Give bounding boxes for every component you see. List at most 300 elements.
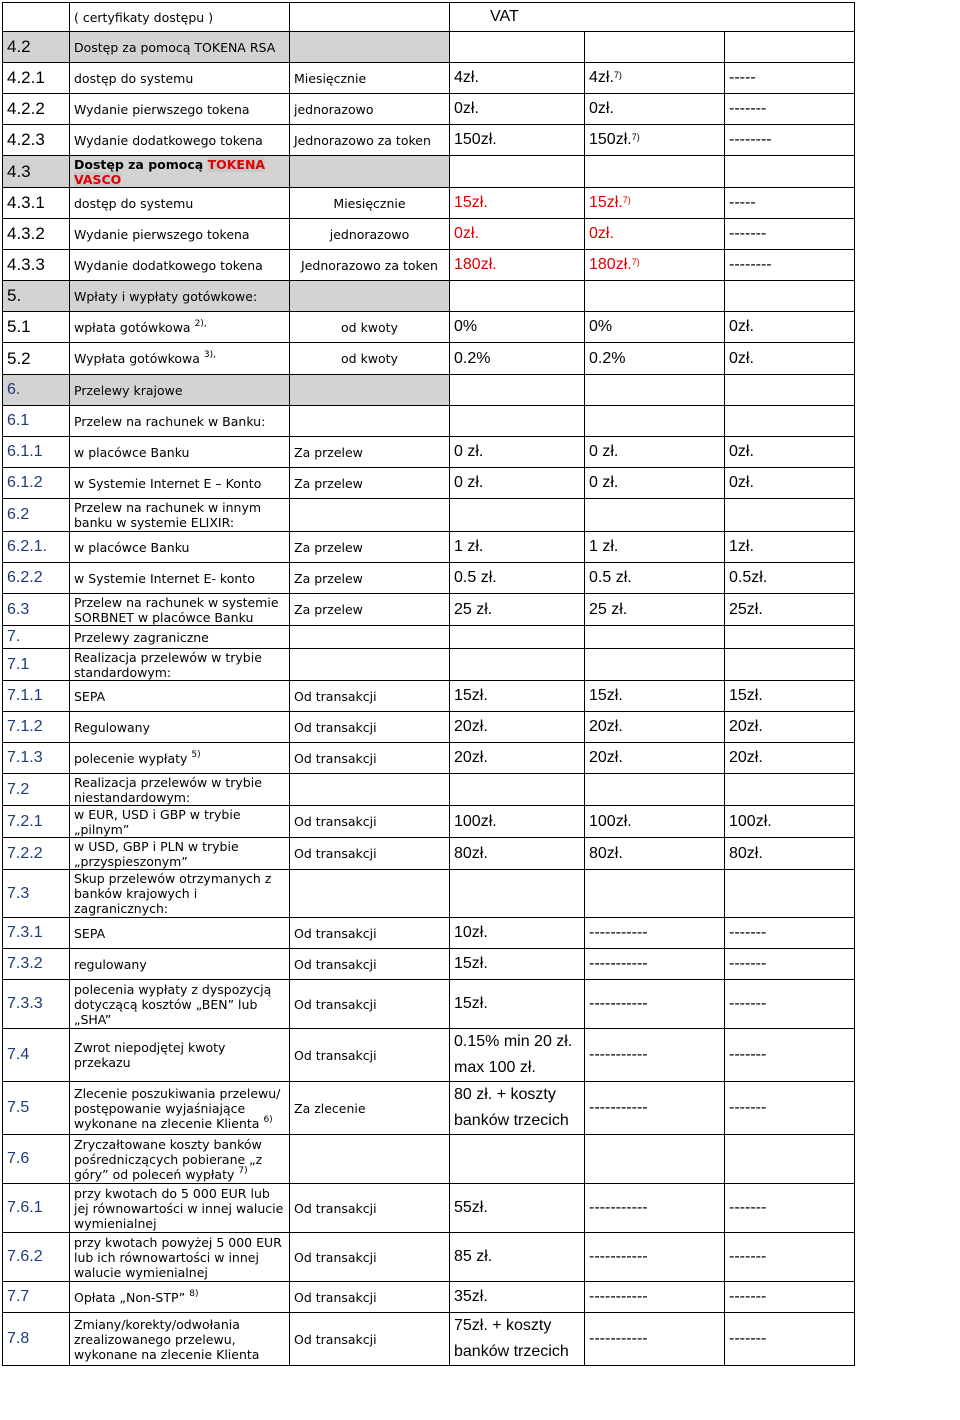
row-number: 4.2.3 [3,125,70,156]
fee-value-net [450,1282,585,1313]
fee-value-gross [585,1313,725,1366]
row-description [70,594,290,626]
fee-value-gross [585,743,725,774]
fee-value-vat [725,375,855,406]
table-row [3,980,855,1029]
fee-value-gross-text: 0 zł. [589,474,619,491]
table-row [3,188,855,219]
footnote-marker: 2), [194,318,207,329]
row-description [70,774,290,806]
fee-value-vat [725,1135,855,1184]
description-text: Wypłata gotówkowa [74,351,200,366]
fee-value-vat [725,250,855,281]
row-description [70,343,290,375]
fee-value-net [450,188,585,219]
table-row [3,649,855,681]
table-row [3,594,855,626]
row-description [70,626,290,649]
description-text: wpłata gotówkowa [74,319,191,335]
row-description [70,806,290,838]
fee-value-vat [725,1184,855,1233]
table-row [3,156,855,188]
row-number: 6.1 [3,406,70,437]
table-row [3,312,855,343]
table-row [3,63,855,94]
fee-value-vat-text: ------- [729,1046,767,1063]
description-text: regulowany [74,956,147,972]
row-unit [290,281,450,312]
row-unit [290,375,450,406]
fee-value-net [450,1313,585,1366]
fee-value-vat [725,626,855,649]
fee-value-net [450,375,585,406]
fee-value-vat [725,712,855,743]
row-description [70,681,290,712]
row-unit: Od transakcji [290,1184,450,1233]
row-unit: Od transakcji [290,838,450,870]
table-row [3,1135,855,1184]
description-text: Wydanie pierwszego tokena [74,101,250,117]
description-text: w Systemie Internet E – Konto [74,475,262,491]
fee-value-net-text: 0zł. [454,100,479,117]
fee-value-vat [725,563,855,594]
fee-value-net [450,32,585,63]
row-unit: od kwoty [290,343,450,375]
table-row [3,774,855,806]
table-row [3,806,855,838]
fee-value-vat [725,156,855,188]
fee-value-gross-text: 0.5 zł. [589,569,632,586]
row-unit: Jednorazowo za token [290,125,450,156]
table-row [3,94,855,125]
row-unit: Za przelew [290,563,450,594]
table-row [3,499,855,532]
fee-value-gross [585,406,725,437]
fee-value-vat [725,532,855,563]
fee-value-vat-text: ----- [729,69,756,86]
fee-value-gross-text: 4zł. [589,69,614,86]
row-number: 6.3 [3,594,70,626]
row-description [70,949,290,980]
fee-value-net [450,774,585,806]
fee-value-net-text: 35zł. [454,1288,488,1305]
table-row [3,250,855,281]
fee-value-net [450,563,585,594]
row-number: 5.1 [3,312,70,343]
fee-value-gross [585,63,725,94]
fee-value-net [450,94,585,125]
row-number: 6.2 [3,499,70,532]
row-description [70,980,290,1029]
row-unit [290,649,450,681]
row-number: 7.3 [3,870,70,918]
fee-value-net [450,499,585,532]
row-description [70,1233,290,1282]
table-row [3,1282,855,1313]
fee-value-vat-text: ------- [729,1288,767,1305]
row-unit [290,406,450,437]
table-row [3,838,855,870]
row-unit [290,32,450,63]
fee-value-gross [585,437,725,468]
fee-value-net [450,743,585,774]
fee-value-vat [725,649,855,681]
fee-value-gross [585,156,725,188]
fee-value-vat [725,1313,855,1366]
footnote-marker: 8) [189,1288,199,1299]
fee-value-gross-text: ----------- [589,1199,648,1216]
row-number: 6.2.2 [3,563,70,594]
description-text: Zlecenie poszukiwania przelewu/ postępowanie wyjaśniające wykonane na zlecenie Klienta [74,1085,281,1131]
fee-value-net-text: 80 zł. + koszty [454,1086,556,1103]
row-description [70,870,290,918]
fee-value-vat-text: ------- [729,1199,767,1216]
row-description [70,838,290,870]
row-number: 7. [3,626,70,649]
fee-value-vat-text: ------- [729,1330,767,1347]
description-text: Wydanie dodatkowego tokena [74,257,263,273]
fee-value-vat [725,918,855,949]
fee-value-net-text: 1 zł. [454,538,484,555]
row-unit [290,156,450,188]
table-row [3,406,855,437]
table-row [3,1313,855,1366]
fee-value-gross [585,712,725,743]
fee-value-gross [585,343,725,375]
row-number: 7.6 [3,1135,70,1184]
description-text: w USD, GBP i PLN w trybie „przyspieszonym” [74,838,239,869]
fee-value-gross [585,1135,725,1184]
row-description [70,156,290,188]
fee-value-vat [725,94,855,125]
fee-value-vat [725,1282,855,1313]
row-description [70,1029,290,1082]
table-row [3,743,855,774]
row-number: 6. [3,375,70,406]
fee-value-net-text: 20zł. [454,749,488,766]
row-description [70,1082,290,1135]
fee-value-gross [585,1233,725,1282]
fee-value-vat [725,980,855,1029]
fee-value-vat-text: ------- [729,1099,767,1116]
fee-value-gross [585,32,725,63]
row-unit [290,499,450,532]
fee-value-gross [585,870,725,918]
row-description [70,312,290,343]
fee-value-net-text: 75zł. + koszty [454,1317,552,1334]
fee-value-net [450,343,585,375]
row-unit: od kwoty [290,312,450,343]
row-number: 7.5 [3,1082,70,1135]
description-text: Opłata „Non-STP” [74,1289,186,1305]
fee-value-gross [585,594,725,626]
fee-value-gross-text: 20zł. [589,718,623,735]
fee-value-gross [585,949,725,980]
row-unit: Od transakcji [290,949,450,980]
fee-value-gross-text: ----------- [589,1046,648,1063]
fee-value-net-text: 0.2% [454,349,491,367]
fee-value-vat [725,806,855,838]
fee-value-net-text: 100zł. [454,812,497,830]
header-desc: ( certyfikaty dostępu ) [70,3,290,32]
fee-value-vat-text: -------- [729,131,772,148]
fee-value-net [450,532,585,563]
row-unit: jednorazowo [290,94,450,125]
fee-value-gross [585,94,725,125]
fee-value-net-text: 85 zł. [454,1248,493,1265]
fee-value-gross-text: 1 zł. [589,538,619,555]
fee-table [2,2,855,1366]
fee-value-vat [725,343,855,375]
table-row [3,712,855,743]
description-text: SEPA [74,688,106,704]
table-row [3,918,855,949]
row-number: 7.1.1 [3,681,70,712]
fee-value-gross-text: 150zł. [589,131,632,148]
fee-value-net-text: 150zł. [454,131,497,148]
row-description [70,743,290,774]
fee-value-gross [585,681,725,712]
row-number: 7.3.3 [3,980,70,1029]
fee-value-net-text-line2: banków trzecich [454,1112,569,1129]
table-row [3,375,855,406]
row-number: 4.3.3 [3,250,70,281]
fee-value-vat [725,281,855,312]
row-number: 7.4 [3,1029,70,1082]
fee-value-gross [585,774,725,806]
row-description [70,375,290,406]
row-description [70,649,290,681]
fee-value-gross-text: 0 zł. [589,443,619,460]
fee-value-net [450,1184,585,1233]
fee-value-gross-text: 0.2% [589,349,626,367]
fee-value-gross-text: ----------- [589,955,648,972]
fee-value-net [450,594,585,626]
description-text: Przelew na rachunek w systemie SORBNET w placówce Banku [74,594,279,625]
fee-value-vat [725,1029,855,1082]
vat-label: VAT [490,8,519,25]
fee-value-net-text: 15zł. [454,194,488,211]
fee-value-net-text: 10zł. [454,924,488,941]
table-row [3,437,855,468]
fee-value-gross-text: 15zł. [589,194,623,211]
fee-value-net [450,1233,585,1282]
table-row [3,343,855,375]
row-number: 7.8 [3,1313,70,1366]
fee-value-gross [585,250,725,281]
description-highlight: TOKENA VASCO [74,156,266,187]
row-unit: jednorazowo [290,219,450,250]
row-unit: Za przelew [290,437,450,468]
row-description [70,125,290,156]
fee-value-gross-text: ----------- [589,924,648,941]
table-row [3,949,855,980]
row-description [70,188,290,219]
description-text: Wydanie pierwszego tokena [74,226,250,242]
header-unit-cell [290,3,450,32]
fee-value-vat [725,437,855,468]
fee-value-net [450,1029,585,1082]
fee-value-gross-text: 0zł. [589,225,614,242]
fee-value-gross [585,499,725,532]
table-row [3,32,855,63]
description-text: Przelewy zagraniczne [74,629,209,645]
row-number: 4.3 [3,156,70,188]
row-number: 4.3.1 [3,188,70,219]
description-text: Dostęp za pomocą [74,156,204,172]
fee-value-gross [585,806,725,838]
row-number: 7.6.2 [3,1233,70,1282]
table-row [3,1233,855,1282]
fee-value-net [450,626,585,649]
description-text: Zwrot niepodjętej kwoty przekazu [74,1040,226,1070]
fee-table-body [3,3,855,1366]
table-row [3,1082,855,1135]
row-number: 7.2 [3,774,70,806]
fee-value-gross [585,188,725,219]
fee-value-vat [725,125,855,156]
table-row [3,219,855,250]
fee-value-gross-text: 100zł. [589,812,632,830]
table-row [3,468,855,499]
fee-value-gross [585,626,725,649]
fee-value-vat [725,594,855,626]
fee-value-gross-text: 180zł. [589,256,632,273]
row-unit: Od transakcji [290,980,450,1029]
row-description [70,918,290,949]
footnote-marker: 7) [238,1165,248,1176]
fee-value-net [450,918,585,949]
description-text: w EUR, USD i GBP w trybie „pilnym” [74,806,241,837]
fee-value-gross [585,1282,725,1313]
fee-value-net [450,1135,585,1184]
row-number: 4.2.2 [3,94,70,125]
fee-value-vat-text: 20zł. [729,718,763,735]
fee-value-net-text: 25 zł. [454,600,493,618]
fee-value-net [450,63,585,94]
fee-value-vat-text: ----- [729,194,756,211]
fee-value-vat-text: ------- [729,924,767,941]
table-row [3,870,855,918]
fee-value-net [450,250,585,281]
fee-value-vat [725,188,855,219]
fee-value-net-text: 15zł. [454,955,488,972]
footnote-marker: 3), [203,350,216,360]
row-unit: Od transakcji [290,918,450,949]
fee-value-net-text: 0zł. [454,225,479,242]
description-text: Realizacja przelewów w trybie niestandardowym: [74,774,262,805]
row-unit: Od transakcji [290,1029,450,1082]
fee-value-net-text: 0 zł. [454,443,484,460]
table-row [3,1184,855,1233]
fee-value-vat-text: -------- [729,256,772,273]
fee-value-gross [585,375,725,406]
fee-value-vat [725,838,855,870]
fee-value-gross-text: 0% [589,318,613,335]
fee-value-net [450,1082,585,1135]
fee-value-gross-text: 20zł. [589,749,623,766]
row-description [70,532,290,563]
fee-value-net [450,406,585,437]
footnote-marker: 7) [613,70,622,80]
fee-value-net [450,281,585,312]
fee-value-vat [725,1233,855,1282]
fee-value-gross [585,532,725,563]
fee-value-gross [585,649,725,681]
footnote-marker: 7) [622,195,631,205]
row-unit: Od transakcji [290,712,450,743]
row-description [70,499,290,532]
fee-value-vat [725,949,855,980]
row-unit: Od transakcji [290,806,450,838]
fee-value-vat [725,681,855,712]
fee-value-gross [585,312,725,343]
row-number: 7.1.2 [3,712,70,743]
row-unit: Od transakcji [290,681,450,712]
fee-value-vat [725,312,855,343]
row-description [70,437,290,468]
fee-value-vat-text: ------- [729,955,767,972]
row-description [70,250,290,281]
fee-value-vat [725,774,855,806]
row-number: 7.3.2 [3,949,70,980]
fee-value-vat-text: 80zł. [729,844,763,862]
fee-value-vat [725,63,855,94]
row-description [70,219,290,250]
fee-value-net-text: 20zł. [454,718,488,735]
row-number: 7.3.1 [3,918,70,949]
fee-value-net [450,838,585,870]
fee-value-net [450,468,585,499]
description-text: Skup przelewów otrzymanych z banków krajowych i zagranicznych: [74,871,272,916]
fee-value-net [450,980,585,1029]
fee-value-vat-text: 25zł. [729,600,763,618]
footnote-marker: 5) [191,749,201,760]
fee-value-vat-text: 0zł. [729,349,754,367]
row-unit: Za zlecenie [290,1082,450,1135]
fee-value-gross [585,468,725,499]
header-row [3,3,855,32]
description-text: Wydanie dodatkowego tokena [74,132,263,148]
fee-value-vat [725,406,855,437]
fee-value-vat-text: 1zł. [729,538,754,555]
row-unit: Od transakcji [290,1282,450,1313]
description-text: w Systemie Internet E- konto [74,570,255,586]
fee-value-gross [585,1184,725,1233]
fee-value-net-text-line2: banków trzecich [454,1343,569,1360]
fee-value-gross-text: 25 zł. [589,600,628,618]
fee-value-vat-text: ------- [729,995,767,1012]
row-description [70,1135,290,1184]
fee-value-gross [585,1082,725,1135]
row-description [70,1184,290,1233]
fee-value-gross-text: ----------- [589,1099,648,1116]
row-number: 7.6.1 [3,1184,70,1233]
table-row [3,626,855,649]
description-text: Przelewy krajowe [74,382,183,398]
fee-value-net [450,219,585,250]
row-number: 7.2.1 [3,806,70,838]
row-description [70,406,290,437]
fee-value-gross [585,563,725,594]
fee-value-gross [585,1029,725,1082]
fee-value-net-text: 0 zł. [454,474,484,491]
fee-value-net-text: 0% [454,318,478,335]
table-row [3,281,855,312]
row-unit: Od transakcji [290,743,450,774]
row-unit [290,1135,450,1184]
fee-value-vat-text: ------- [729,1248,767,1265]
